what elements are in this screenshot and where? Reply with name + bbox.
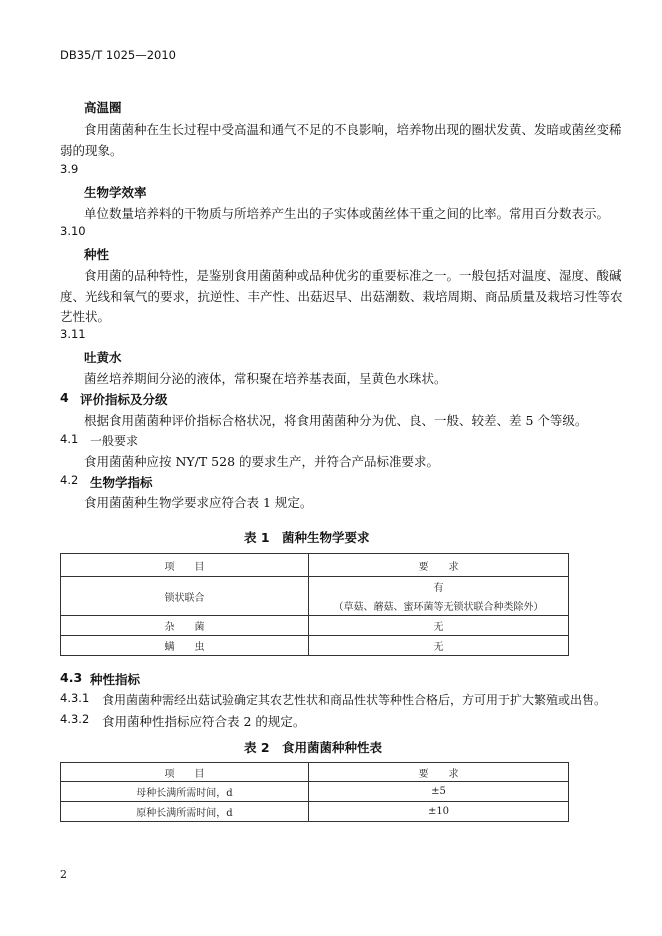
term-heading: 种性 bbox=[84, 247, 110, 262]
table-row bbox=[61, 616, 569, 636]
table-caption: 表 1 菌种生物学要求 bbox=[244, 530, 370, 545]
section-number: 4.3.1 bbox=[60, 691, 90, 705]
definition-text: 度、光线和氧气的要求，抗逆性、丰产性、出菇迟早、出菇潮数、栽培周期、商品质量及栽培习性等农 bbox=[60, 289, 623, 304]
table-row bbox=[61, 636, 569, 656]
term-heading: 生物学效率 bbox=[84, 185, 147, 200]
cell-requirement: 无 bbox=[309, 616, 569, 636]
section-number: 4.2 bbox=[60, 473, 79, 487]
table-header-row bbox=[61, 554, 569, 577]
body-text: 食用菌菌种需经出菇试验确定其农艺性状和商品性状等种性合格后，方可用于扩大繁殖或出售。 bbox=[102, 693, 607, 707]
cell-requirement: ±10 bbox=[309, 802, 569, 822]
section-number: 3.10 bbox=[60, 224, 86, 238]
definition-text: 单位数量培养料的干物质与所培养产生出的子实体或菌丝体干重之间的比率。常用百分数表示。 bbox=[84, 206, 610, 221]
cell-item: 锁状联合 bbox=[61, 577, 309, 616]
section-number: 4.3.2 bbox=[60, 712, 90, 726]
term-heading: 吐黄水 bbox=[84, 350, 122, 365]
section-title: 生物学指标 bbox=[90, 475, 153, 490]
header-cell-requirement: 要 求 bbox=[309, 554, 569, 577]
standard-code: DB35/T 1025—2010 bbox=[60, 48, 176, 62]
section-number: 3.9 bbox=[60, 162, 79, 176]
requirement-note: （草菇、蘑菇、蜜环菌等无锁状联合种类除外） bbox=[333, 602, 544, 613]
section-number: 4 bbox=[60, 390, 69, 405]
definition-text: 弱的现象。 bbox=[60, 143, 123, 158]
body-text: 食用菌种性指标应符合表 2 的规定。 bbox=[102, 714, 306, 729]
section-title: 一般要求 bbox=[90, 434, 139, 448]
section-number: 4.1 bbox=[60, 432, 79, 446]
requirement-main: 有 bbox=[433, 583, 444, 594]
header-cell-item: 项 目 bbox=[61, 763, 309, 782]
definition-text: 艺性状。 bbox=[60, 309, 111, 324]
cell-requirement bbox=[309, 577, 569, 616]
table-header-row bbox=[61, 763, 569, 782]
cell-item: 原种长满所需时间，d bbox=[61, 802, 309, 822]
cell-requirement: 无 bbox=[309, 636, 569, 656]
table-biology-requirements bbox=[60, 553, 569, 656]
cell-item: 螨 虫 bbox=[61, 636, 309, 656]
definition-text: 食用菌的品种特性，是鉴别食用菌菌种或品种优劣的重要标准之一。一般包括对温度、湿度、酸碱 bbox=[84, 268, 622, 283]
section-title: 种性指标 bbox=[90, 672, 141, 687]
definition-text: 菌丝培养期间分泌的液体，常积聚在培养基表面，呈黄色水珠状。 bbox=[84, 371, 447, 386]
table-row bbox=[61, 577, 569, 616]
section-number: 3.11 bbox=[60, 327, 86, 341]
term-heading: 高温圈 bbox=[84, 100, 122, 115]
body-text: 食用菌菌种生物学要求应符合表 1 规定。 bbox=[84, 495, 313, 510]
table-variety-traits bbox=[60, 762, 569, 822]
cell-item: 杂 菌 bbox=[61, 616, 309, 636]
table-caption: 表 2 食用菌菌种种性表 bbox=[244, 740, 383, 755]
table-row bbox=[61, 782, 569, 802]
header-cell-requirement: 要 求 bbox=[309, 763, 569, 782]
section-number: 4.3 bbox=[60, 670, 83, 685]
header-cell-item: 项 目 bbox=[61, 554, 309, 577]
body-text: 根据食用菌菌种评价指标合格状况，将食用菌菌种分为优、良、一般、较差、差 5 个等级。 bbox=[84, 413, 588, 428]
table-row bbox=[61, 802, 569, 822]
body-text: 食用菌菌种应按 NY/T 528 的要求生产，并符合产品标准要求。 bbox=[84, 454, 440, 469]
cell-item: 母种长满所需时间，d bbox=[61, 782, 309, 802]
cell-requirement: ±5 bbox=[309, 782, 569, 802]
section-title: 评价指标及分级 bbox=[80, 392, 168, 407]
definition-text: 食用菌菌种在生长过程中受高温和通气不足的不良影响，培养物出现的圈状发黄、发暗或菌丝变稀 bbox=[84, 122, 622, 137]
page-number: 2 bbox=[60, 868, 67, 881]
